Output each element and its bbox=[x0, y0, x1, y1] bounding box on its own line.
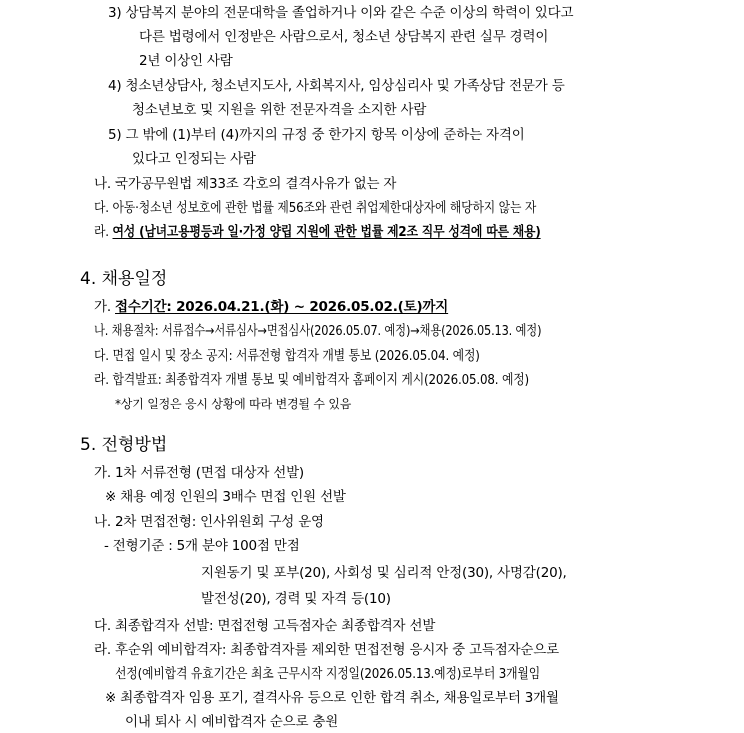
eligibility-item-3-line-1: 3) 상담복지 분야의 전문대학을 졸업하거나 이와 같은 수준 이상의 학력이 있다고 bbox=[108, 5, 574, 21]
schedule-ga-prefix: 가. bbox=[94, 299, 111, 315]
schedule-ra: 라. 합격발표: 최종합격자 개별 통보 및 예비합격자 홈페이지 게시(2026.05.08. 예정) bbox=[94, 372, 530, 388]
eligibility-item-4-line-2: 청소년보호 및 지원을 위한 전문자격을 소지한 사람 bbox=[132, 102, 427, 118]
schedule-da: 다. 면접 일시 및 장소 공지: 서류전형 합격자 개별 통보 (2026.05.04. 예정) bbox=[94, 348, 480, 364]
selection-criteria-line-3: 발전성(20), 경력 및 자격 등(10) bbox=[201, 591, 391, 607]
eligibility-item-5-line-1: 5) 그 밖에 (1)부터 (4)까지의 규정 중 한가지 항목 이상에 준하는 자격이 bbox=[108, 127, 525, 143]
selection-heading: 5. 전형방법 bbox=[80, 435, 168, 455]
eligibility-item-5-line-2: 있다고 인정되는 사람 bbox=[132, 151, 256, 167]
eligibility-item-4-line-1: 4) 청소년상담사, 청소년지도사, 사회복지사, 임상심리사 및 가족상담 전문가 등 bbox=[108, 78, 565, 94]
selection-ra-line-1: 라. 후순위 예비합격자: 최종합격자를 제외한 면접전형 응시자 중 고득점자순으로 bbox=[94, 642, 559, 658]
eligibility-da: 다. 아동·청소년 성보호에 관한 법률 제56조와 관련 취업제한대상자에 해당하지 않는 자 bbox=[94, 200, 537, 216]
eligibility-item-3-line-3: 2년 이상인 사람 bbox=[139, 53, 233, 69]
eligibility-ra bbox=[94, 223, 541, 241]
selection-da: 다. 최종합격자 선발: 면접전형 고득점자순 최종합격자 선발 bbox=[94, 618, 436, 634]
schedule-ga bbox=[94, 298, 448, 316]
schedule-na: 나. 채용절차: 서류접수→서류심사→면접심사(2026.05.07. 예정)→채용(2026.05.13. 예정) bbox=[94, 323, 542, 339]
selection-note-line-1: ※ 최종합격자 임용 포기, 결격사유 등으로 인한 합격 취소, 채용일로부터 3개월 bbox=[105, 690, 559, 706]
schedule-heading: 4. 채용일정 bbox=[80, 269, 168, 289]
eligibility-na: 나. 국가공무원법 제33조 각호의 결격사유가 없는 자 bbox=[94, 176, 397, 192]
selection-ra-line-2: 선정(예비합격 유효기간은 최초 근무시작 지정일(2026.05.13.예정)로부터 3개월임 bbox=[115, 666, 541, 682]
eligibility-item-3-line-2: 다른 법령에서 인정받은 사람으로서, 청소년 상담복지 관련 실무 경력이 bbox=[139, 29, 549, 45]
selection-note-line-2: 이내 퇴사 시 예비합격자 순으로 충원 bbox=[125, 714, 339, 730]
selection-ga: 가. 1차 서류전형 (면접 대상자 선발) bbox=[94, 465, 305, 481]
selection-na: 나. 2차 면접전형: 인사위원회 구성 운영 bbox=[94, 514, 324, 530]
eligibility-ra-female-only: 여성 (남녀고용평등과 일·가정 양립 지원에 관한 법률 제2조 직무 성격에 따른 채용) bbox=[112, 224, 541, 240]
selection-criteria-line-2: 지원동기 및 포부(20), 사회성 및 심리적 안정(30), 사명감(20), bbox=[201, 565, 567, 581]
selection-criteria-line-1: - 전형기준 : 5개 분야 100점 만점 bbox=[104, 538, 300, 554]
schedule-note: *상기 일정은 응시 상황에 따라 변경될 수 있음 bbox=[115, 397, 352, 411]
selection-ga-note: ※ 채용 예정 인원의 3배수 면접 인원 선발 bbox=[105, 489, 346, 505]
eligibility-ra-prefix: 라. bbox=[94, 224, 109, 240]
schedule-application-period: 접수기간: 2026.04.21.(화) ~ 2026.05.02.(토)까지 bbox=[115, 299, 449, 315]
